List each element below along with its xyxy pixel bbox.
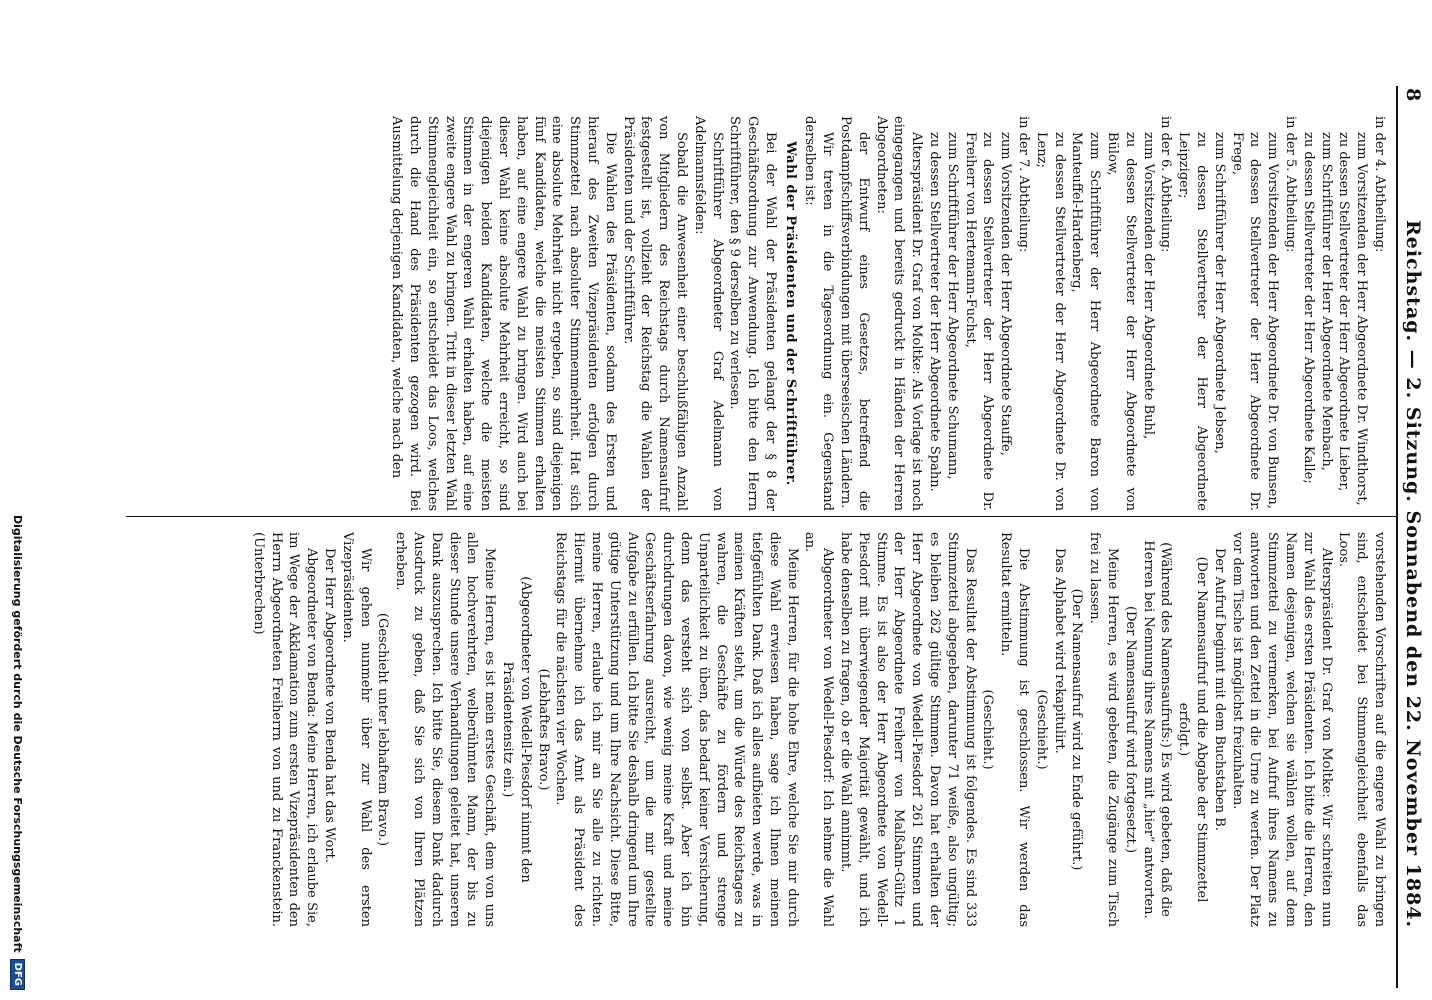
paragraph: zu dessen Stellvertreter der Herr Abgeordnete Dr. Freiherr von Hertemann-Fuchst, xyxy=(962,132,996,511)
paragraph: zum Schriftführer der Herr Abgeordnete Jebsen, xyxy=(1211,132,1227,454)
paragraph: Schriftführer Abgeordneter Graf Adelmann von Adelmannsfelden: xyxy=(691,116,725,511)
paragraph: zum Schriftführer der Herr Abgeordnete Menbach, xyxy=(1318,132,1334,471)
page-header-title: Reichstag. — 2. Sitzung. Sonnabend den 22. November 1884. xyxy=(1402,220,1424,929)
paragraph: zum Vorsitzenden der Herr Abgeordnete Dr. Windthorst, xyxy=(1354,132,1370,506)
footer-text: Digitalisierung gefördert durch die Deutsche Forschungsgemeinschaft xyxy=(11,514,25,953)
paragraph: vorstehenden Vorschriften auf die engere Wahl zu bringen sind, entscheidet bei Stimmengleichheit ebenfalls das Loos. xyxy=(1336,532,1387,927)
paragraph: Der Aufruf beginnt mit dem Buchstaben B. xyxy=(1211,548,1227,831)
paragraph: (Während des Namensaufrufs:) Es wird gebeten, daß die Herren bei Nennung ihres Namens mit „hier“ antworten. xyxy=(1140,540,1174,919)
paragraph: Die Wahlen des Präsidenten, sodann des Ersten und hierauf des Zweiten Vizepräsidenten erfolgen durch Stimmzettel nach absoluter Stimmenmehrheit. Hat sich eine absolute Mehrheit nicht ergeben, so sind diejenigen fünf Kandidaten, welche die meisten Stimmen erhalten haben, auf eine engere Wahl zu bringen. Wird auch bei dieser Wahl keine absolute Mehrheit erreicht, so sind diejenigen beiden Kandidaten, welche die meisten Stimmen in der engeren Wahl erhalten haben, auf eine zweite engere Wahl zu bringen. Tritt in dieser letzten Wahl Stimmengleichheit ein, so entscheidet das Loos, welches durch die Hand des Präsidenten gezogen wird. Bei Ausmittelung derjenigen Kandidaten, welche nach den xyxy=(389,116,618,511)
paragraph: zu dessen Stellvertreter der Herr Abgeordnete Lieber, xyxy=(1336,132,1352,492)
paragraph: (Geschieht.) xyxy=(980,689,996,770)
paragraph: (Lebhaftes Bravo.) xyxy=(535,668,551,791)
paragraph: Meine Herren, es wird gebeten, die Zugänge zum Tisch frei zu lassen. xyxy=(1087,532,1121,927)
paragraph: in der 6. Abtheilung: xyxy=(1158,116,1174,253)
paragraph: Bei der Wahl der Präsidenten gelangt der § 8 der Geschäftsordnung zur Anwendung. Ich bitte den Herrn Schriftführer, den § 9 derselben zu verlesen. xyxy=(727,116,778,511)
paragraph: (Geschieht unter lebhaftem Bravo.) xyxy=(375,612,391,847)
left-column xyxy=(387,116,1388,511)
paragraph: zum Vorsitzenden der Herr Abgeordnete Stauffe, xyxy=(998,132,1014,456)
paragraph: zu dessen Stellvertreter der Herr Abgeordnete Dr. von Lenz; xyxy=(1033,132,1067,511)
paragraph: zu dessen Stellvertreter der Herr Abgeordnete von Bülow, xyxy=(1105,132,1138,511)
paragraph: (Geschieht.) xyxy=(1033,689,1049,770)
paragraph: in der 7. Abtheilung: xyxy=(1016,116,1032,253)
column-divider xyxy=(126,516,1396,517)
paragraph: zu dessen Stellvertreter der Herr Abgeordnete Dr. Frege, xyxy=(1229,132,1263,511)
dfg-logo-icon xyxy=(11,959,26,990)
header-rule xyxy=(1396,86,1398,988)
paragraph: Alterspräsident Dr. Graf von Moltke: Wir schreiten nun zur Wahl des ersten Präsidenten. Ich bitte die Herren, den Namen desjenigen, welchen sie wählen wollen, auf dem Stimmzettel zu vermerken, bei Aufruf ihres Namens zu antworten und den Zettel in die Urne zu werfen. Der Platz vor dem Tische ist möglichst freizuhalten. xyxy=(1229,532,1334,927)
paragraph: Abgeordneter von Benda: Meine Herren, ich erlaube Sie, im Wege der Akklamation zum ersten Vizepräsidenten den Herrn Abgeordneten Freiherrn von und zu Franckenstein. (Unterbrechen) xyxy=(250,532,320,927)
paragraph: zu dessen Stellvertreter der Herr Abgeordnete Kalle; xyxy=(1300,132,1316,484)
funding-footer xyxy=(6,10,30,990)
paragraph: Der Herr Abgeordnete von Benda hat das Wort. xyxy=(321,548,337,863)
paragraph: Die Abstimmung ist geschlossen. Wir werden das Resultat ermitteln. xyxy=(998,532,1032,927)
paragraph: der Entwurf eines Gesetzes, betreffend die Postdampfschiffsverbindungen mit überseeischen Ländern. xyxy=(838,116,871,511)
dfg-logo-text: DFG xyxy=(12,962,24,986)
paragraph: Alterspräsident Dr. Graf von Moltke: Als Vorlage ist noch eingegangen und bereits gedruckt in Händen der Herren Abgeordneten: xyxy=(873,116,925,511)
paragraph: in der 5. Abtheilung: xyxy=(1283,116,1299,253)
paragraph: Wir gehen nunmehr über zur Wahl des ersten Vizepräsidenten. xyxy=(339,532,373,927)
paragraph: (Abgeordneter von Wedell-Piesdorf nimmt den Präsidentensitz ein.) xyxy=(499,576,533,883)
paragraph: zum Schriftführer der Herr Abgeordnete Baron von Manteuffel-Hardenberg, xyxy=(1069,132,1103,511)
paragraph: Meine Herren, es ist mein erstes Geschäft, dem von uns allen hochverehrten, welberühmten Mann, der bis zu dieser Stunde unsere Verhandlungen geleitet hat, unseren Dank auszusprechen. Ich bitte Sie, diesem Dank dadurch Ausdruck zu geben, daß Sie sich von Ihren Plätzen erheben. xyxy=(393,532,498,927)
paragraph: zu dessen Stellvertreter der Herr Abgeordnete Leipziger; xyxy=(1176,132,1210,511)
paragraph: zu dessen Stellvertreter der Herr Abgeordnete Spahn. xyxy=(927,132,943,492)
paragraph: Abgeordneter von Wedell-Piesdorf: Ich nehme die Wahl an. xyxy=(802,532,836,927)
paragraph: Sobald die Anwesenheit einer beschlußfähigen Anzahl von Mitgliedern des Reichstags durch Namensaufruf festgestellt ist, vollzieht der Reichstag die Wahlen der Präsidenten und der Schriftführer. xyxy=(620,116,689,511)
paragraph: Meine Herren, für die hohe Ehre, welche Sie mir durch diese Wahl erwiesen haben, sage ich Ihnen meinen tiefgefühlten Dank. Daß ich alles aufbieten werde, was in meinen Kräften steht, um die Würde des Reichstages zu wahren, die Geschäfte zu fördern und strenge Unparteilichkeit zu üben, das bedarf keiner Versicherung, denn das versteht sich von selbst. Aber ich bin durchdrungen davon, wie wenig meine Kraft und meine Geschäftserfahrung ausreicht, um die mir gestellte Aufgabe zu erfüllen. Ich bitte Sie deshalb dringend um Ihre gütige Unterstützung und um Ihre Nachsicht. Diese Bitte, meine Herren, erlaube ich mir an Sie alle zu richten. Hiermit übernehme ich das Amt als Präsident des Reichstags für die nächsten vier Wochen. xyxy=(553,532,800,927)
page-number: 8 xyxy=(1402,88,1424,102)
paragraph: zum Vorsitzenden der Herr Abgeordnete Buhl, xyxy=(1140,132,1156,440)
paragraph: zum Schriftführer der Herr Abgeordnete Schumann, xyxy=(944,132,960,480)
paragraph: zum Vorsitzenden der Herr Abgeordnete Dr. von Bunsen, xyxy=(1265,132,1281,509)
paragraph: (Der Namensaufruf wird fortgesetzt.) xyxy=(1122,605,1138,854)
section-heading: Wahl der Präsidenten und der Schriftführer. xyxy=(782,141,798,486)
paragraph: (Der Namensaufruf wird zu Ende geführt.) xyxy=(1069,588,1085,871)
paragraph: Das Resultat der Abstimmung ist folgendes. Es sind 333 Stimmzettel abgegeben, darunter 71 weiße, also ungültig; es bleiben 262 gültige Stimmen. Davon hat erhalten der Herr Abgeordnete von Wedell-Piesdorf 261 Stimmen und der Herr Abgeordnete Freiherr von Malßahn-Gültz 1 Stimme. Es ist also der Herr Abgeordnete von Wedell-Piesdorf mit überwiegender Majorität gewählt, und ich habe denselben zu fragen, ob er die Wahl annimmt. xyxy=(838,532,978,927)
paragraph: Wir treten in die Tagesordnung ein. Gegenstand derselben ist: xyxy=(802,116,836,511)
right-column xyxy=(249,532,1388,927)
paragraph: Das Alphabet wird rekapitulirt. xyxy=(1051,548,1067,754)
paragraph: (Der Namensaufruf und die Abgabe der Stimmzettel erfolgt.) xyxy=(1176,556,1210,903)
paragraph: in der 4. Abtheilung: xyxy=(1372,116,1387,253)
